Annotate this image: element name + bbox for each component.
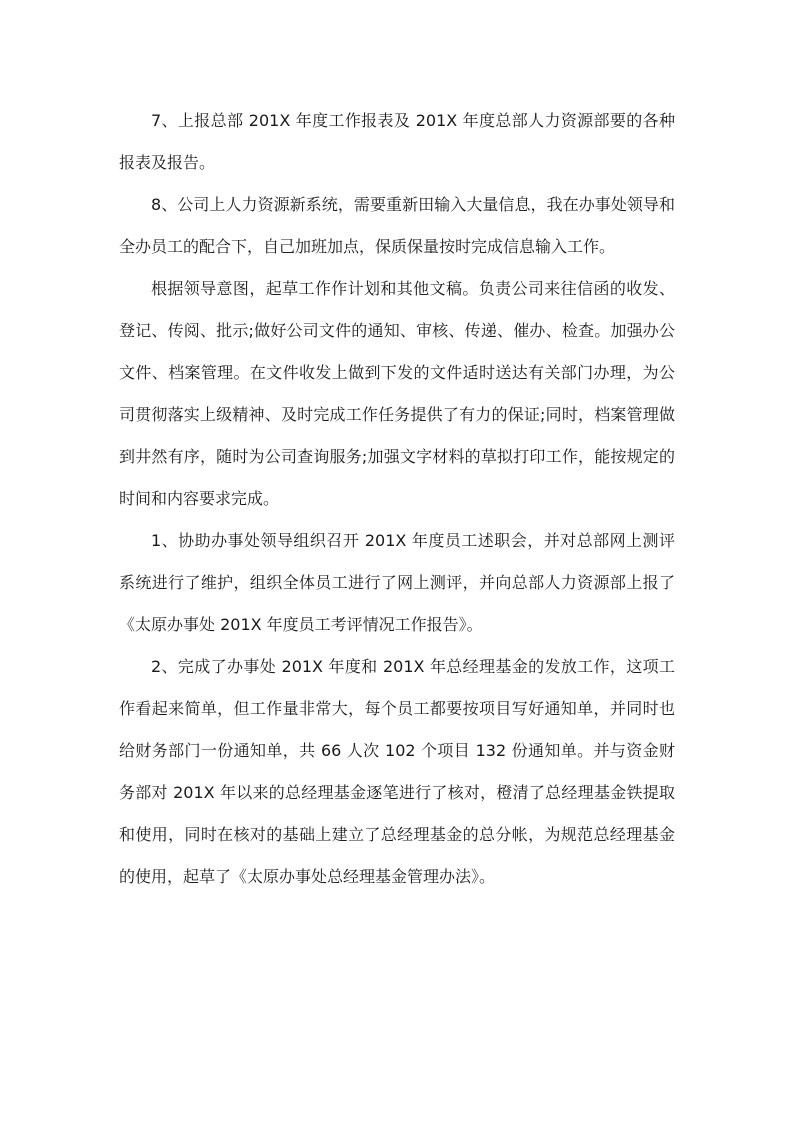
paragraph-manager-fund: 2、完成了办事处 201X 年度和 201X 年总经理基金的发放工作，这项工作看起来简单，但工作量非常大，每个员工都要按项目写好通知单，并同时也给财务部门一份通知单，共 66 人次 102 个项目 132 份通知单。并与资金财务部对 201X 年以来的总经理基金逐笔进行了核对，橙清了总经理基金铁提取和使用，同时在核对的基础上建立了总经理基金的总分帐，为规范总经理基金的使用，起草了《太原办事处总经理基金管理办法》。	[119, 657, 675, 886]
paragraph-staff-review: 1、协助办事处领导组织召开 201X 年度员工述职会，并对总部网上测评系统进行了维护，组织全体员工进行了网上测评，并向总部人力资源部上报了《太原办事处 201X 年度员工考评情况工作报告》。	[119, 531, 675, 634]
paragraph-document-management: 根据领导意图，起草工作作计划和其他文稿。负责公司来往信函的收发、登记、传阅、批示;做好公司文件的通知、审核、传递、催办、检查。加强办公文件、档案管理。在文件收发上做到下发的文件适时送达有关部门办理，为公司贯彻落实上级精神、及时完成工作任务提供了有力的保证;同时，档案管理做到井然有序，随时为公司查询服务;加强文字材料的草拟打印工作，能按规定的时间和内容要求完成。	[119, 279, 675, 508]
paragraph-hr-system: 8、公司上人力资源新系统，需要重新田输入大量信息，我在办事处领导和全办员工的配合下，自己加班加点，保质保量按时完成信息输入工作。	[119, 195, 675, 256]
paragraph-report-submission: 7、上报总部 201X 年度工作报表及 201X 年度总部人力资源部要的各种报表及报告。	[119, 111, 675, 172]
document-body	[119, 100, 675, 898]
